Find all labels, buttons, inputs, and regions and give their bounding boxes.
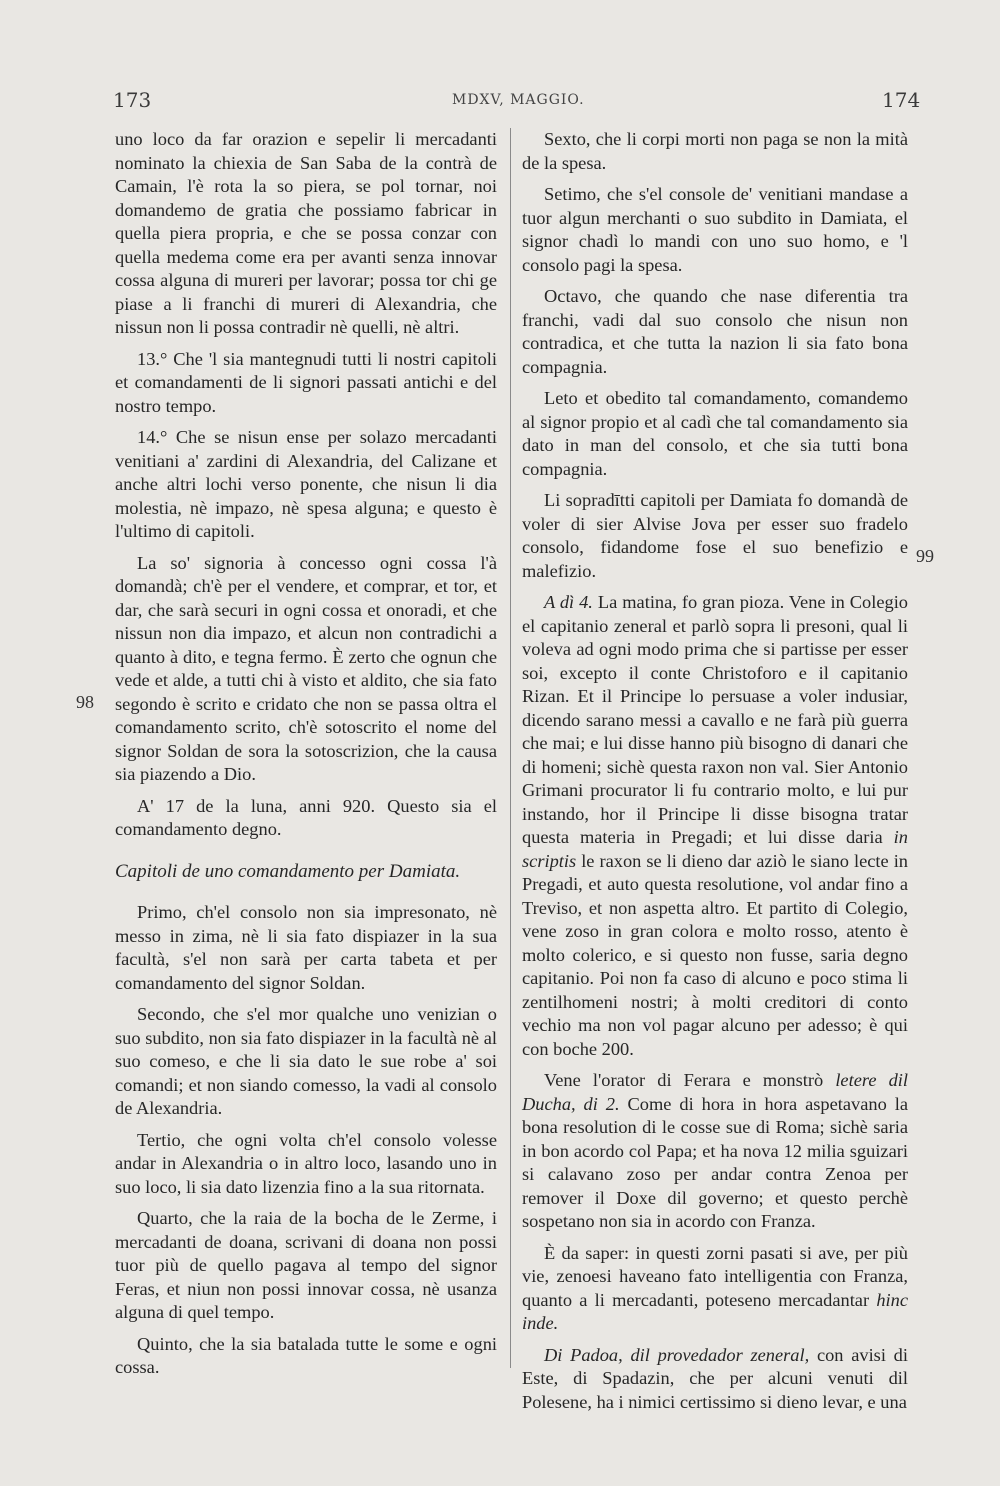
text-run: Vene l'orator di Ferara e monstrò [544, 1070, 824, 1090]
italic-text: Di Padoa, dil provedador zeneral, [544, 1344, 810, 1365]
text-run: La matina, fo gran pioza. Vene in Colegio el capitanio zeneral et parlò sopra li presoni, qual li voleva ad ogni modo prima che si partisse per esser soi, excepto il conte Christoforo e il capitanio Rizan. Et il Principe lo persuase a voler indusiar, dicendo sarano messi a cavallo e ne farà più guerra che mai; e lui disse hanno più bisogno di danari che di homeni; sichè questa raxon non val. Sier Antonio Grimani procurator li fu contrario molto, e lui pur instando, hor il Principe li disse bisogna tratar questa materia in Pregadi; et lui disse daria [522, 592, 908, 847]
text-run: Come di hora in hora aspetavano la bona resolution di le cosse sue di Roma; sichè saria in bon acordo col Papa; et ha nova 12 milia sguizari si calavano zoso per andar contra Zenoa per remover il Doxe dil governo; et questo perchè sospetano non sia in acordo con Franza. [522, 1093, 908, 1231]
margin-number-right: 99 [916, 546, 934, 566]
left-column [115, 128, 497, 1388]
paragraph: 13.° Che 'l sia mantegnudi tutti li nostri capitoli et comandamenti de li signori passati antichi e del nostro tempo. [115, 348, 497, 416]
paragraph [522, 1242, 908, 1336]
paragraph: A' 17 de la luna, anni 920. Questo sia el comandamento degno. [115, 795, 497, 839]
paragraph: Secondo, che s'el mor qualche uno venizian o suo subdito, non sia fato dispiazer in la facultà nè al suo comeso, e che li sia dato le sue robe a' soi comandi; et non siando comesso, la vadi al consolo de Alexandria. [115, 1004, 497, 1118]
running-title: MDXV, MAGGIO. [452, 92, 585, 108]
paragraph: 14.° Che se nisun ense per solazo mercadanti venitiani a' zardini di Alexandria, del Calizane et anche altri lochi verso ponente, che nisun li dia molestia, nè impazo, nè spesa alguna; e questo è l'ultimo di capitoli. [115, 427, 497, 541]
paragraph: Sexto, che li corpi morti non paga se non la mità de la spesa. [522, 129, 908, 173]
page-header [0, 88, 1000, 118]
paragraph: Octavo, che quando che nase diferentia tra franchi, vadi dal suo consolo che nisun non contradica, et che tutta la nazion li sia fato bona compagnia. [522, 286, 908, 377]
paragraph [522, 1069, 908, 1234]
italic-text: hinc inde. [522, 1289, 908, 1333]
margin-number-left: 98 [76, 692, 94, 712]
paragraph: Tertio, che ogni volta ch'el consolo volesse andar in Alexandria o in altro loco, lasando uno in suo loco, li sia dato lizenzia fino a la sua ritornata. [115, 1129, 497, 1197]
entry-date: A dì 4. [544, 592, 593, 612]
text-run: con avisi di Este, di Spadazin, che per alcuni venuti dil Polesene, ha i nimici certissimo si dieno levar, e una [522, 1344, 908, 1412]
section-title: Capitoli de uno comandamento per Damiata. [115, 860, 461, 882]
paragraph: La so' signoria à concesso ogni cossa l'à domandà; ch'è per el vendere, et comprar, et tor, et dar, che sarà securi in ogni cossa et onoradi, et che nissun non dia impazo, et alcun non contradichi a quanto à dito, e tegna fermo. È zerto che ognun che vede et alde, a tutti chi à visto et aldito, che sia fato segondo è scrito e cridato che non se passa oltra el comandamento scrito, ch'è sotoscrito el nome del signor Soldan de sora la sotoscrizion, che la causa sia piazendo a Dio. [115, 552, 497, 784]
paragraph: Quarto, che la raia de la bocha de le Zerme, i mercadanti de doana, scrivani di doana non possi tuor più de quello pagava al tempo del signor Feras, et niun non possi innovar cossa, nè usanza alguna di quel tempo. [115, 1208, 497, 1322]
paragraph: Primo, ch'el consolo non sia impresonato, nè messo in zima, nè li sia fato dispiazer in la sua facultà, s'el non sarà per carta tabeta et per comandamento del signor Soldan. [115, 902, 497, 993]
left-page-number: 173 [113, 88, 152, 112]
paragraph [522, 1344, 908, 1415]
paragraph: Quinto, che la sia batalada tutte le some e ogni cossa. [115, 1333, 497, 1377]
italic-text: in scriptis [522, 827, 908, 871]
paragraph: Leto et obedito tal comandamento, comandemo al signor propio et al cadì che tal comandamento sia dato in man del consolo, et che sia tutti bona compagnia. [522, 388, 908, 479]
paragraph [522, 591, 908, 1061]
right-column [522, 128, 908, 1422]
column-divider [510, 128, 511, 1368]
paragraph: Setimo, che s'el console de' venitiani mandase a tuor algun merchanti o suo subdito in Damiata, el signor chadì lo mandi con uno suo homo, e 'l consolo pagi la spesa. [522, 184, 908, 275]
italic-text: letere dil Ducha, di 2. [522, 1070, 908, 1114]
paragraph: uno loco da far orazion e sepelir li mercadanti nominato la chiexia de San Saba de la contrà de Camain, l'è rota la so piera, se pol tornar, noi domandemo de gratia che possiamo fabricar in quella piera propria, e che se possa conzar con quella medema come era per avanti senza innovar cossa alguna di mureri per lavorar; possa tor chi ge piase a li franchi di mureri di Alexandria, che nissun non li possa contradir nè quelli, nè altri. [115, 129, 497, 337]
paragraph: Li sopradītti capitoli per Damiata fo domandà de voler di sier Alvise Jova per esser suo fradelo consolo, fidandome fose el suo benefizio e malefizio. [522, 490, 908, 581]
text-run: le raxon se li dieno dar aziò le siano lecte in Pregadi, et auto questa resolutione, vol andar fino a Treviso, et non aspetta altro. Et partito di Colegio, vene zoso in gran colora e molto rosso, atento è molto colerico, e si questo non fusse, saria degno capitanio. Poi non fa caso di alcuno e poco stima li zentilhomeni nostri; à molti creditori di conto vechio ma non vol pagar alcuno per adesso; è qui con boche 200. [522, 850, 908, 1059]
right-page-number: 174 [882, 88, 921, 112]
text-run: È da saper: in questi zorni pasati si ave, per più vie, zenoesi haveano fato intelligentia con Franza, quanto a li mercadanti, poteseno mercadantar [522, 1242, 908, 1310]
